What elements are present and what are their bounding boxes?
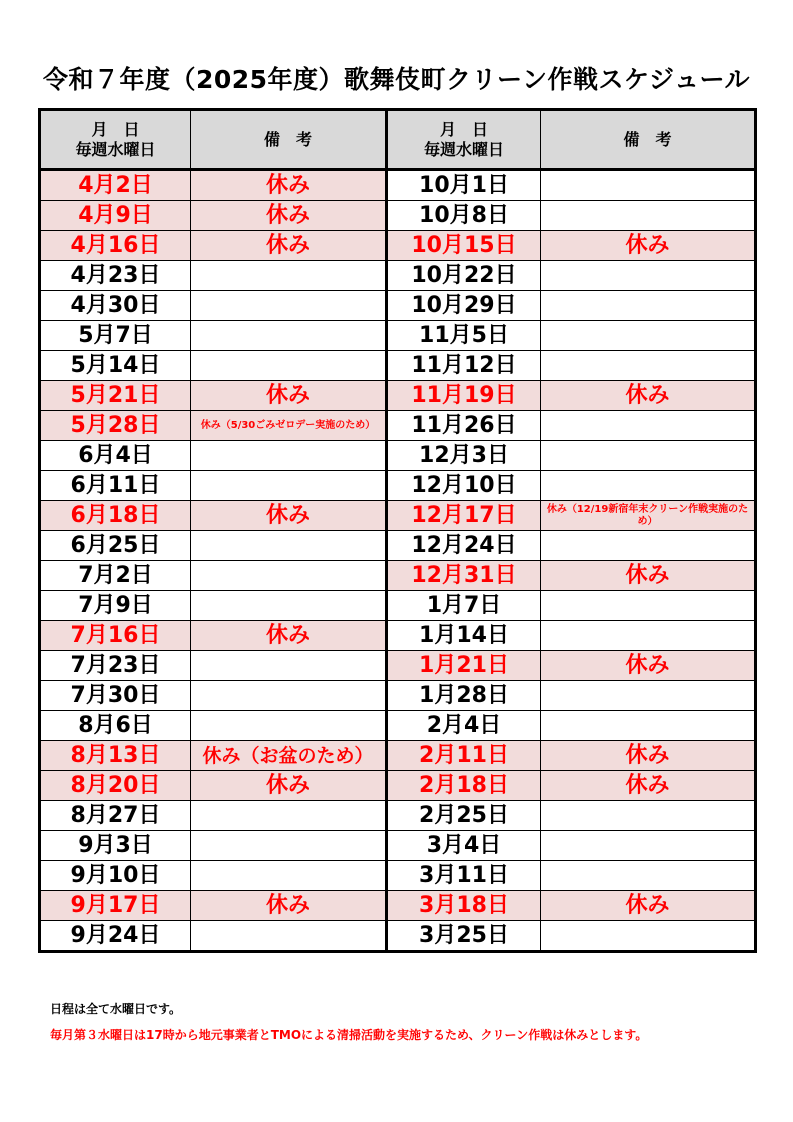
date-cell-left: 6月11日 (40, 471, 191, 501)
date-cell-left: 4月23日 (40, 261, 191, 291)
table-row (40, 411, 756, 441)
date-cell-right: 11月26日 (387, 411, 541, 441)
date-cell-right: 1月7日 (387, 591, 541, 621)
remarks-cell-left (191, 861, 387, 891)
remarks-cell-left: 休み (191, 201, 387, 231)
date-cell-left: 6月25日 (40, 531, 191, 561)
table-row (40, 501, 756, 531)
remarks-cell-right (541, 291, 756, 321)
table-row (40, 231, 756, 261)
header-date-line1: 月 日 (91, 119, 140, 139)
remarks-cell-left (191, 531, 387, 561)
remarks-cell-right (541, 711, 756, 741)
remarks-cell-right: 休み (541, 891, 756, 921)
remarks-cell-left (191, 261, 387, 291)
table-row (40, 291, 756, 321)
remarks-cell-right (541, 441, 756, 471)
remarks-cell-right (541, 471, 756, 501)
date-cell-left: 5月7日 (40, 321, 191, 351)
date-cell-right: 12月31日 (387, 561, 541, 591)
remarks-cell-left (191, 321, 387, 351)
date-cell-left: 9月17日 (40, 891, 191, 921)
remarks-cell-right: 休み（12/19新宿年末クリーン作戦実施のため） (541, 501, 756, 531)
remarks-cell-left (191, 801, 387, 831)
footnote-wednesday: 日程は全て水曜日です。 (50, 1002, 182, 1016)
table-row (40, 170, 756, 201)
table-row (40, 201, 756, 231)
table-row (40, 681, 756, 711)
remarks-cell-left (191, 291, 387, 321)
date-cell-left: 4月9日 (40, 201, 191, 231)
table-row (40, 471, 756, 501)
remarks-cell-right (541, 921, 756, 952)
remarks-cell-left (191, 441, 387, 471)
remarks-cell-left (191, 711, 387, 741)
date-cell-right: 2月11日 (387, 741, 541, 771)
date-cell-right: 3月11日 (387, 861, 541, 891)
remarks-cell-right: 休み (541, 381, 756, 411)
table-row (40, 591, 756, 621)
remarks-cell-right: 休み (541, 651, 756, 681)
date-cell-right: 2月25日 (387, 801, 541, 831)
date-cell-right: 12月3日 (387, 441, 541, 471)
remarks-cell-right (541, 201, 756, 231)
date-cell-left: 6月18日 (40, 501, 191, 531)
date-cell-left: 5月28日 (40, 411, 191, 441)
remarks-cell-right (541, 621, 756, 651)
date-cell-right: 10月8日 (387, 201, 541, 231)
remarks-cell-right (541, 411, 756, 441)
remarks-cell-left: 休み (191, 231, 387, 261)
remarks-cell-left: 休み (191, 381, 387, 411)
table-row (40, 621, 756, 651)
remarks-cell-left: 休み (191, 621, 387, 651)
header-remarks-left: 備 考 (191, 110, 387, 170)
date-cell-right: 2月4日 (387, 711, 541, 741)
table-row (40, 531, 756, 561)
remarks-cell-right (541, 831, 756, 861)
date-cell-left: 7月16日 (40, 621, 191, 651)
remarks-cell-right (541, 170, 756, 201)
date-cell-right: 10月1日 (387, 170, 541, 201)
date-cell-right: 11月12日 (387, 351, 541, 381)
remarks-cell-left (191, 591, 387, 621)
remarks-cell-right (541, 351, 756, 381)
remarks-cell-right: 休み (541, 741, 756, 771)
table-header-row (40, 110, 756, 170)
date-cell-left: 8月6日 (40, 711, 191, 741)
table-row (40, 741, 756, 771)
remarks-cell-left: 休み (191, 501, 387, 531)
date-cell-left: 9月24日 (40, 921, 191, 952)
remarks-cell-right (541, 861, 756, 891)
date-cell-right: 1月14日 (387, 621, 541, 651)
date-cell-right: 12月24日 (387, 531, 541, 561)
date-cell-right: 1月28日 (387, 681, 541, 711)
date-cell-left: 7月2日 (40, 561, 191, 591)
table-row (40, 831, 756, 861)
remarks-cell-left: 休み (191, 771, 387, 801)
page-title: 令和７年度（2025年度）歌舞伎町クリーン作戦スケジュール (42, 65, 751, 94)
table-row (40, 261, 756, 291)
date-cell-left: 4月2日 (40, 170, 191, 201)
remarks-cell-left (191, 471, 387, 501)
remarks-cell-left (191, 351, 387, 381)
remarks-cell-right (541, 321, 756, 351)
date-cell-left: 8月20日 (40, 771, 191, 801)
header-date-right (387, 110, 541, 170)
date-cell-right: 12月10日 (387, 471, 541, 501)
table-row (40, 921, 756, 952)
table-row (40, 771, 756, 801)
date-cell-left: 5月21日 (40, 381, 191, 411)
date-cell-left: 8月27日 (40, 801, 191, 831)
date-cell-left: 9月3日 (40, 831, 191, 861)
table-row (40, 561, 756, 591)
remarks-cell-left: 休み（お盆のため） (191, 741, 387, 771)
remarks-cell-left (191, 921, 387, 952)
date-cell-left: 8月13日 (40, 741, 191, 771)
date-cell-right: 11月5日 (387, 321, 541, 351)
remarks-cell-right (541, 591, 756, 621)
date-cell-left: 7月23日 (40, 651, 191, 681)
header-date-line1: 月 日 (439, 119, 488, 139)
date-cell-left: 7月30日 (40, 681, 191, 711)
remarks-cell-left (191, 831, 387, 861)
remarks-cell-left (191, 561, 387, 591)
footnote-third-wednesday: 毎月第３水曜日は17時から地元事業者とTMOによる清掃活動を実施するため、クリーン作戦は休みとします。 (50, 1028, 648, 1042)
header-date-left (40, 110, 191, 170)
date-cell-left: 7月9日 (40, 591, 191, 621)
remarks-cell-left (191, 681, 387, 711)
table-row (40, 381, 756, 411)
table-row (40, 321, 756, 351)
date-cell-left: 6月4日 (40, 441, 191, 471)
date-cell-right: 12月17日 (387, 501, 541, 531)
remarks-cell-left (191, 651, 387, 681)
table-row (40, 651, 756, 681)
date-cell-left: 5月14日 (40, 351, 191, 381)
table-row (40, 801, 756, 831)
date-cell-right: 3月4日 (387, 831, 541, 861)
date-cell-left: 9月10日 (40, 861, 191, 891)
remarks-cell-right (541, 261, 756, 291)
remarks-cell-right: 休み (541, 561, 756, 591)
remarks-cell-left: 休み（5/30ごみゼロデー実施のため） (191, 411, 387, 441)
header-date-line2: 毎週水曜日 (75, 139, 156, 159)
remarks-cell-right: 休み (541, 771, 756, 801)
date-cell-right: 3月18日 (387, 891, 541, 921)
date-cell-right: 3月25日 (387, 921, 541, 952)
remarks-cell-left: 休み (191, 170, 387, 201)
header-remarks-right: 備 考 (541, 110, 756, 170)
date-cell-right: 10月15日 (387, 231, 541, 261)
table-row (40, 351, 756, 381)
table-row (40, 861, 756, 891)
remarks-cell-left: 休み (191, 891, 387, 921)
remarks-cell-right (541, 681, 756, 711)
remarks-cell-right (541, 531, 756, 561)
date-cell-right: 1月21日 (387, 651, 541, 681)
table-row (40, 891, 756, 921)
remarks-cell-right: 休み (541, 231, 756, 261)
date-cell-right: 10月29日 (387, 291, 541, 321)
schedule-table (38, 108, 757, 953)
header-date-line2: 毎週水曜日 (423, 139, 504, 159)
date-cell-right: 2月18日 (387, 771, 541, 801)
date-cell-right: 10月22日 (387, 261, 541, 291)
table-row (40, 711, 756, 741)
schedule-body (40, 170, 756, 952)
date-cell-left: 4月16日 (40, 231, 191, 261)
date-cell-right: 11月19日 (387, 381, 541, 411)
date-cell-left: 4月30日 (40, 291, 191, 321)
table-row (40, 441, 756, 471)
remarks-cell-right (541, 801, 756, 831)
